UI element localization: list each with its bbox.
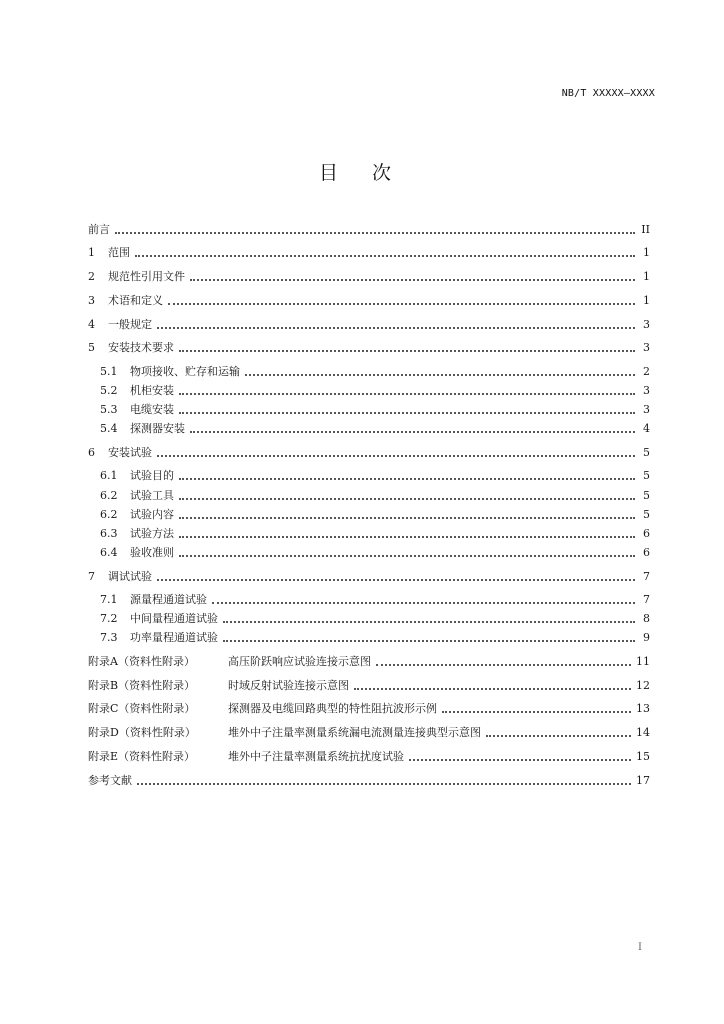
toc-entry-label: 术语和定义 <box>108 294 163 307</box>
toc-entry-label: 中间量程通道试验 <box>130 612 218 625</box>
toc-entry-number: 附录C（资料性附录） <box>88 702 196 715</box>
toc-entry-number: 6.2 <box>100 489 118 502</box>
toc-entry[interactable] <box>88 677 650 693</box>
toc-entry-number: 附录E（资料性附录） <box>88 750 196 763</box>
toc-entry-label: 前言 <box>88 223 110 236</box>
toc-leader-dots <box>179 392 635 395</box>
toc-entry-label: 验收准则 <box>130 546 174 559</box>
toc-leader-dots <box>135 254 635 257</box>
toc-entry-label: 堆外中子注量率测量系统漏电流测量连接典型示意图 <box>228 726 481 739</box>
toc-entry-page: 5 <box>643 469 650 482</box>
toc-entry-page: 2 <box>643 365 650 378</box>
toc-entry-number: 3 <box>88 294 95 307</box>
toc-leader-dots <box>376 663 631 666</box>
toc-entry-number: 5.1 <box>100 365 118 378</box>
toc-entry[interactable] <box>88 268 650 284</box>
toc-entry-page: 11 <box>636 655 650 668</box>
toc-entry[interactable] <box>100 544 650 560</box>
toc-entry-page: 7 <box>643 570 650 583</box>
toc-entry[interactable] <box>100 610 650 626</box>
toc-leader-dots <box>245 373 635 376</box>
toc-entry-label: 功率量程通道试验 <box>130 631 218 644</box>
toc-entry[interactable] <box>100 525 650 541</box>
toc-leader-dots <box>223 620 635 623</box>
toc-entry-label: 一般规定 <box>108 318 152 331</box>
page-number: I <box>638 942 642 953</box>
toc-entry-page: 1 <box>643 246 650 259</box>
toc-entry-number: 附录B（资料性附录） <box>88 679 196 692</box>
page-title: 目 次 <box>318 162 406 184</box>
toc-entry-page: 5 <box>643 489 650 502</box>
toc-entry-number: 附录A（资料性附录） <box>88 655 195 668</box>
toc-leader-dots <box>157 578 635 581</box>
toc-entry-number: 6.2 <box>100 508 118 521</box>
toc-leader-dots <box>409 758 631 761</box>
toc-entry-page: 15 <box>636 750 650 763</box>
toc-leader-dots <box>179 349 635 352</box>
toc-entry-number: 1 <box>88 246 95 259</box>
toc-leader-dots <box>179 477 635 480</box>
toc-entry-page: 7 <box>643 593 650 606</box>
toc-leader-dots <box>212 601 635 604</box>
toc-entry-page: 6 <box>643 527 650 540</box>
toc-entry-label: 调试试验 <box>108 570 152 583</box>
toc-entry-label: 时域反射试验连接示意图 <box>228 679 349 692</box>
toc-entry-page: 3 <box>643 318 650 331</box>
toc-entry[interactable] <box>100 363 650 379</box>
toc-entry-label: 物项接收、贮存和运输 <box>130 365 240 378</box>
document-code: NB/T XXXXX—XXXX <box>561 88 655 99</box>
toc-entry-page: II <box>641 223 650 236</box>
toc-entry-label: 试验工具 <box>130 489 174 502</box>
toc-entry-label: 范围 <box>108 246 130 259</box>
toc-entry-page: 6 <box>643 546 650 559</box>
toc-entry-page: 8 <box>643 612 650 625</box>
toc-entry[interactable] <box>100 467 650 483</box>
toc-entry-label: 参考文献 <box>88 774 132 787</box>
toc-entry-page: 3 <box>643 403 650 416</box>
toc-entry-label: 堆外中子注量率测量系统抗扰度试验 <box>228 750 404 763</box>
toc-leader-dots <box>190 278 635 281</box>
toc-entry-label: 探测器安装 <box>130 422 185 435</box>
toc-entry-page: 9 <box>643 631 650 644</box>
toc-entry-number: 6.1 <box>100 469 118 482</box>
toc-entry-label: 源量程通道试验 <box>130 593 207 606</box>
toc-entry[interactable] <box>88 444 650 460</box>
toc-entry[interactable] <box>100 629 650 645</box>
toc-entry-label: 试验方法 <box>130 527 174 540</box>
toc-entry[interactable] <box>88 653 650 669</box>
toc-entry-page: 13 <box>636 702 650 715</box>
toc-entry-number: 5.3 <box>100 403 118 416</box>
toc-entry-number: 6.4 <box>100 546 118 559</box>
toc-entry-number: 附录D（资料性附录） <box>88 726 196 739</box>
toc-entry[interactable] <box>88 339 650 355</box>
toc-entry-label: 机柜安装 <box>130 384 174 397</box>
toc-entry-page: 3 <box>643 384 650 397</box>
toc-entry[interactable] <box>100 591 650 607</box>
toc-entry-page: 5 <box>643 508 650 521</box>
toc-leader-dots <box>179 554 635 557</box>
toc-leader-dots <box>157 326 635 329</box>
toc-leader-dots <box>179 411 635 414</box>
toc-entry-page: 14 <box>636 726 650 739</box>
toc-leader-dots <box>179 516 635 519</box>
toc-entry[interactable] <box>88 700 650 716</box>
toc-entry-page: 17 <box>636 774 650 787</box>
toc-entry-page: 5 <box>643 446 650 459</box>
toc-leader-dots <box>486 734 631 737</box>
toc-entry-number: 6 <box>88 446 95 459</box>
toc-leader-dots <box>442 710 631 713</box>
toc-entry-label: 试验目的 <box>130 469 174 482</box>
toc-entry-number: 6.3 <box>100 527 118 540</box>
toc-leader-dots <box>354 687 631 690</box>
toc-entry-number: 2 <box>88 270 95 283</box>
toc-entry-label: 电缆安装 <box>130 403 174 416</box>
toc-leader-dots <box>168 302 635 305</box>
toc-entry-label: 安装试验 <box>108 446 152 459</box>
toc-leader-dots <box>190 430 635 433</box>
toc-leader-dots <box>179 497 635 500</box>
toc-entry-label: 规范性引用文件 <box>108 270 185 283</box>
toc-leader-dots <box>157 454 635 457</box>
toc-entry[interactable] <box>88 724 650 740</box>
toc-entry-number: 7.2 <box>100 612 118 625</box>
toc-entry-page: 3 <box>643 341 650 354</box>
toc-entry[interactable] <box>88 772 650 788</box>
toc-entry[interactable] <box>88 568 650 584</box>
toc-entry-label: 探测器及电缆回路典型的特性阻抗波形示例 <box>228 702 437 715</box>
toc-entry[interactable] <box>100 420 650 436</box>
toc-entry-page: 1 <box>643 294 650 307</box>
toc-entry[interactable] <box>88 748 650 764</box>
toc-entry-page: 4 <box>643 422 650 435</box>
toc-entry[interactable] <box>100 506 650 522</box>
toc-entry-number: 7.1 <box>100 593 118 606</box>
toc-leader-dots <box>179 535 635 538</box>
toc-entry-number: 7.3 <box>100 631 118 644</box>
toc-entry-label: 高压阶跃响应试验连接示意图 <box>228 655 371 668</box>
toc-entry[interactable] <box>88 316 650 332</box>
toc-leader-dots <box>137 782 631 785</box>
toc-entry[interactable] <box>100 487 650 503</box>
toc-entry-number: 4 <box>88 318 95 331</box>
toc-entry-page: 1 <box>643 270 650 283</box>
toc-entry[interactable] <box>100 382 650 398</box>
toc-entry-number: 5.4 <box>100 422 118 435</box>
toc-entry-page: 12 <box>636 679 650 692</box>
toc-leader-dots <box>223 639 635 642</box>
toc-entry[interactable] <box>88 221 650 237</box>
toc-entry-label: 安装技术要求 <box>108 341 174 354</box>
toc-entry-label: 试验内容 <box>130 508 174 521</box>
toc-entry[interactable] <box>88 292 650 308</box>
toc-entry[interactable] <box>88 244 650 260</box>
toc-leader-dots <box>115 231 635 234</box>
toc-entry-number: 5.2 <box>100 384 118 397</box>
toc-entry-number: 7 <box>88 570 95 583</box>
toc-entry-number: 5 <box>88 341 95 354</box>
toc-entry[interactable] <box>100 401 650 417</box>
